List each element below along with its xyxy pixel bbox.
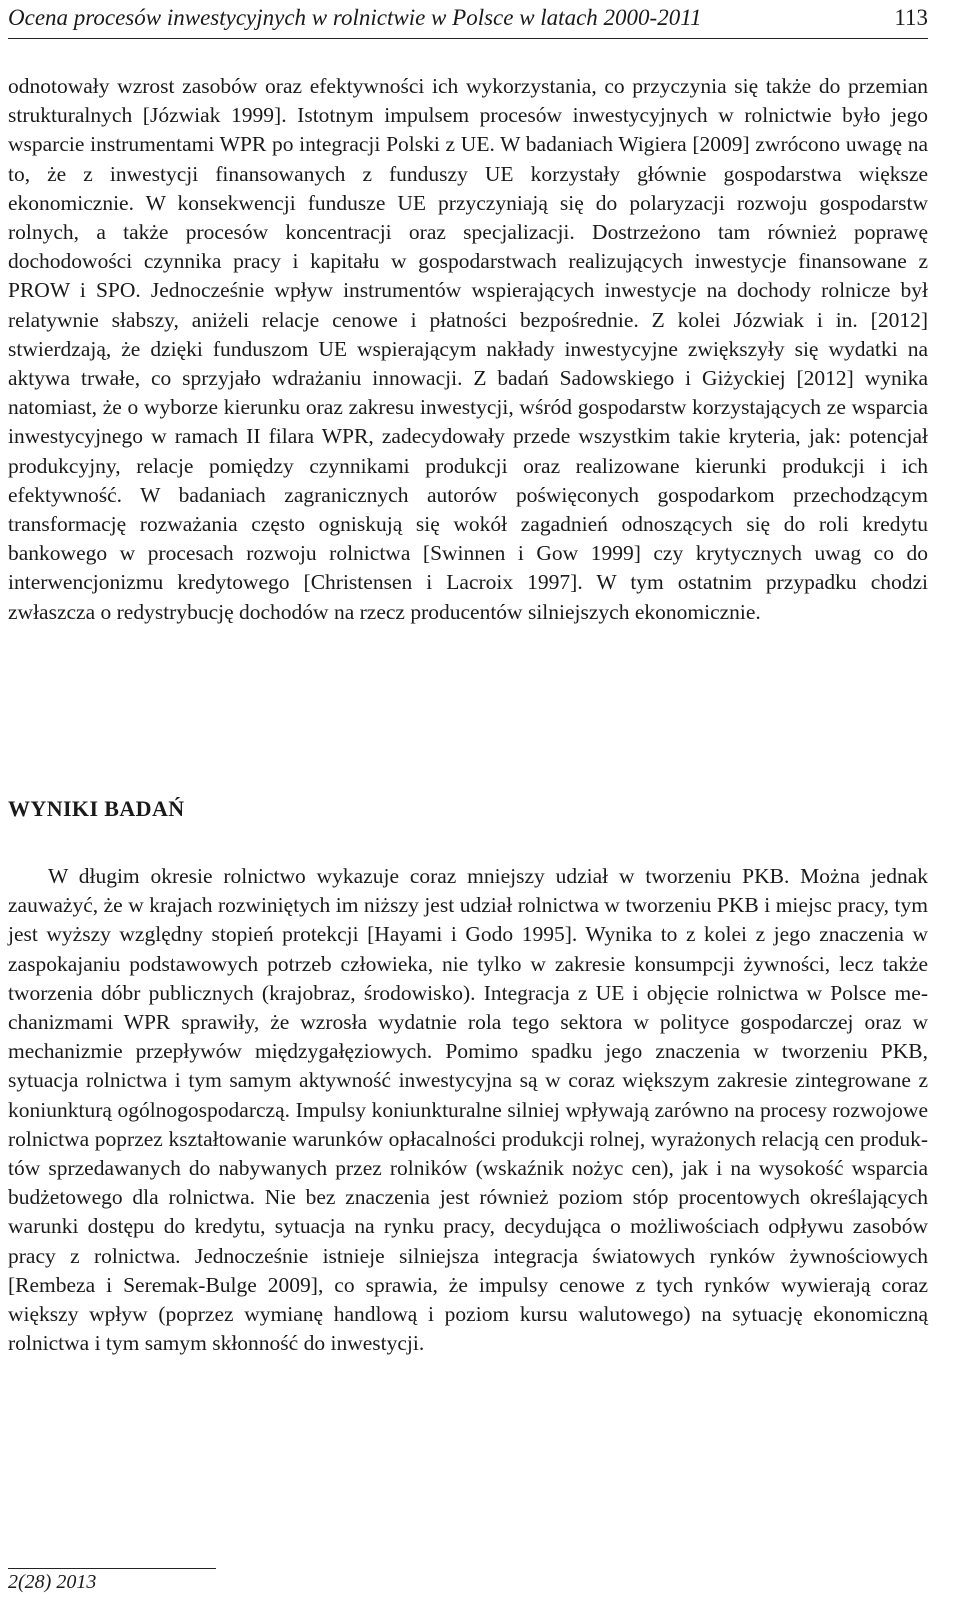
section-heading: WYNIKI BADAŃ	[8, 796, 185, 821]
footer-rule	[8, 1568, 216, 1569]
body-paragraph: odnotowały wzrost zasobów oraz efektywności ich wykorzystania, co przyczynia się także do przemian strukturalnych [Józwiak 1999]. Istotnym impulsem procesów inwestycyjnych w rolnictwie było jego wsparcie instrumentami WPR po integracji Polski z UE. W badaniach Wigiera [2009] zwrócono uwagę na to, że z inwestycji finansowanych z funduszy UE korzystały głównie gospodarstwa większe ekonomicznie. W konsekwencji fundusze UE przyczyniają się do polaryzacji rozwoju gospodarstw rolnych, a także procesów koncentracji oraz specjalizacji. Dostrzeżono tam również poprawę dochodowości czynnika pracy i kapitału w gospodarstwach realizujących inwestycje finansowane z PROW i SPO. Jednocześnie wpływ instrumentów wspierających inwestycje na dochody rolnicze był relatywnie słabszy, aniżeli relacje cenowe i płatności bezpośrednie. Z kolei Józwiak i in. [2012] stwierdzają, że dzięki funduszom UE wspierającym nakłady inwestycyjne zwiększyły się wydatki na aktywa trwałe, co sprzyjało wdrażaniu innowacji. Z badań Sadowskiego i Giżyckiej [2012] wynika natomiast, że o wyborze kierunku oraz zakresu inwestycji, wśród gospodarstw korzystających ze wsparcia inwestycyjnego w ramach II filara WPR, zadecydowały przede wszystkim takie kryteria, jak: potencjał produkcyjny, relacje pomiędzy czynnikami produkcji oraz realizowane kierunki produkcji i ich efektywność. W badaniach zagranicznych autorów poświęconych gospodarkom przechodzącym transformację rozważania często ogniskują się wokół zagadnień odnoszących się do roli kredytu bankowego w procesach rozwoju rolnictwa [Swinnen i Gow 1999] czy krytycznych uwag co do interwencjonizmu kredytowego [Christensen i Lacroix 1997]. W tym ostatnim przypadku chodzi zwłaszcza o redystrybucję dochodów na rzecz producentów silniejszych ekonomicznie.	[8, 74, 928, 624]
page-footer	[8, 1568, 928, 1594]
running-head-title: Ocena procesów inwestycyjnych w rolnictwie w Polsce w latach 2000-2011	[8, 5, 702, 30]
issue-number: 2(28) 2013	[8, 1571, 97, 1593]
body-paragraph: W długim okresie rolnictwo wykazuje coraz mniejszy udział w tworzeniu PKB. Można jednak zauważyć, że w krajach rozwiniętych im niższy jest udział rolnictwa w tworzeniu PKB i miejsc pracy, tym jest wyższy względny stopień protekcji [Hayami i Godo 1995]. Wynika to z kolei z jego znaczenia w zaspokajaniu podstawowych potrzeb człowieka, nie tylko w zakresie konsumpcji żywności, lecz także tworzenia dóbr publicznych (krajobraz, środowisko). Integracja z UE i objęcie rolnictwa w Polsce mechanizmami WPR sprawiły, że wzrosła wydatnie rola tego sektora w polityce gospodarczej oraz w mechanizmie przepływów międzygałęziowych. Pomimo spadku jego znaczenia w tworzeniu PKB, sytuacja rolnictwa i tym samym aktywność inwestycyjna są w coraz większym zakresie zintegrowane z koniunkturą ogólnogospodarczą. Impulsy koniunkturalne silniej wpływają zarówno na procesy rozwojowe rolnictwa poprzez kształtowanie warunków opłacalności produkcji rolnej, wyrażonych relacją cen produktów sprzedawanych do nabywanych przez rolników (wskaźnik nożyc cen), jak i na wysokość wsparcia budżetowego dla rolnictwa. Nie bez znaczenia jest również poziom stóp procentowych określających warunki dostępu do kredytu, sytuacja na rynku pracy, decydująca o możliwościach odpływu zasobów pracy z rolnictwa. Jednocześnie istnieje silniejsza integracja światowych rynków żywnościowych [Rembeza i Seremak-Bulge 2009], co sprawia, że impulsy cenowe z tych rynków wywierają coraz większy wpływ (poprzez wymianę handlową i poziom kursu walutowego) na sytuację ekonomiczną rolnictwa i tym samym skłonność do inwestycji.	[8, 864, 928, 1356]
running-head	[8, 2, 928, 39]
page-number: 113	[894, 5, 928, 30]
